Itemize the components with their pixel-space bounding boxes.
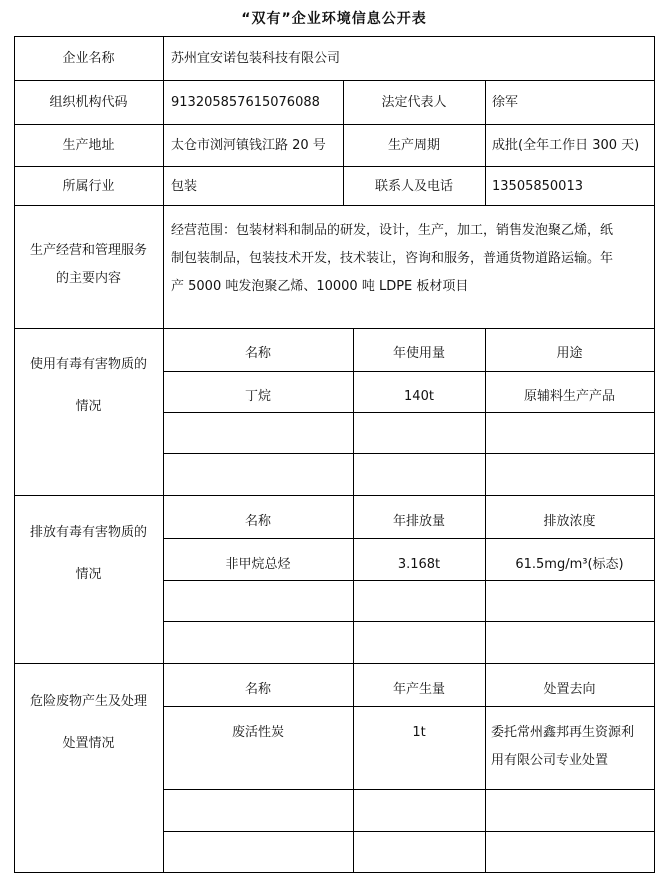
- row-divider: [163, 371, 655, 372]
- org-code-value: 913205857615076088: [171, 95, 320, 110]
- business-label-line: 的主要内容: [55, 271, 121, 286]
- column-header: 排放浓度: [543, 514, 596, 529]
- row-divider: [14, 80, 655, 81]
- row-divider: [163, 412, 655, 413]
- table-cell: 1t: [412, 725, 426, 740]
- business-text: [171, 217, 651, 301]
- column-header: 名称: [244, 682, 271, 697]
- org-code-label: 组织机构代码: [49, 95, 128, 110]
- row-divider: [163, 706, 655, 707]
- company-name-value: 苏州宜安诺包装科技有限公司: [171, 51, 341, 66]
- row-divider: [163, 831, 655, 832]
- column-header: 用途: [556, 346, 583, 361]
- column-header: 名称: [244, 346, 271, 361]
- contact-value: 13505850013: [492, 179, 583, 194]
- table-border-right: [654, 36, 655, 873]
- row-divider: [14, 124, 655, 125]
- toxic-use-label: [14, 344, 163, 428]
- toxic-emission-label-line: 排放有毒有害物质的: [29, 525, 147, 540]
- column-header: 年使用量: [392, 346, 445, 361]
- column-divider: [163, 36, 164, 873]
- business-text-line: 经营范围：包装材料和制品的研发，设计，生产，加工，销售发泡聚乙烯，纸: [171, 223, 614, 238]
- row-divider: [163, 453, 655, 454]
- table-cell: 废活性炭: [231, 725, 284, 740]
- column-header: 处置去向: [543, 682, 596, 697]
- industry-value: 包装: [171, 179, 198, 194]
- table-cell: 140t: [404, 389, 434, 404]
- table-cell: 3.168t: [397, 557, 441, 572]
- table-cell: 丁烷: [244, 389, 271, 404]
- row-divider: [163, 580, 655, 581]
- column-divider: [353, 328, 354, 873]
- hazardous-waste-label-line: 危险废物产生及处理: [29, 694, 147, 709]
- column-divider: [485, 328, 486, 873]
- business-label: [14, 237, 163, 293]
- row-divider: [14, 205, 655, 206]
- table-border-bottom: [14, 872, 655, 873]
- cycle-value: 成批(全年工作日 300 天): [492, 138, 640, 153]
- toxic-emission-label-line: 情况: [75, 567, 102, 582]
- table-cell: [491, 719, 651, 775]
- toxic-use-label-line: 情况: [75, 399, 102, 414]
- address-value: 太仓市浏河镇钱江路 20 号: [171, 138, 326, 153]
- column-header: 名称: [244, 514, 271, 529]
- row-divider: [163, 789, 655, 790]
- industry-label: 所属行业: [62, 179, 115, 194]
- row-divider: [163, 621, 655, 622]
- company-name-label: 企业名称: [62, 51, 115, 66]
- address-label: 生产地址: [62, 138, 115, 153]
- hazardous-waste-label-line: 处置情况: [62, 736, 115, 751]
- row-divider: [163, 538, 655, 539]
- business-label-line: 生产经营和管理服务: [29, 243, 147, 258]
- disposal-line: 委托常州鑫邦再生资源利: [491, 725, 635, 740]
- table-cell: 非甲烷总烃: [225, 557, 291, 572]
- page-title: “双有”企业环境信息公开表: [241, 11, 427, 27]
- toxic-use-label-line: 使用有毒有害物质的: [29, 357, 147, 372]
- disposal-line: 用有限公司专业处置: [491, 753, 609, 768]
- table-cell: 原辅料生产产品: [523, 389, 615, 404]
- table-border-top: [14, 36, 655, 37]
- legal-rep-value: 徐军: [492, 95, 519, 110]
- column-header: 年产生量: [392, 682, 445, 697]
- section-divider: [14, 495, 655, 496]
- business-text-line: 制包装制品，包装技术开发，技术装让，咨询和服务，普通货物道路运输。年: [171, 251, 614, 266]
- column-divider: [485, 80, 486, 206]
- business-text-line: 产 5000 吨发泡聚乙烯、10000 吨 LDPE 板材项目: [171, 279, 469, 294]
- row-divider: [14, 328, 655, 329]
- hazardous-waste-label: [14, 681, 163, 765]
- cycle-label: 生产周期: [387, 138, 440, 153]
- toxic-emission-label: [14, 512, 163, 596]
- table-cell: 61.5mg/m³(标态): [515, 557, 624, 572]
- legal-rep-label: 法定代表人: [381, 95, 447, 110]
- column-header: 年排放量: [392, 514, 445, 529]
- contact-label: 联系人及电话: [374, 179, 453, 194]
- row-divider: [14, 166, 655, 167]
- section-divider: [14, 663, 655, 664]
